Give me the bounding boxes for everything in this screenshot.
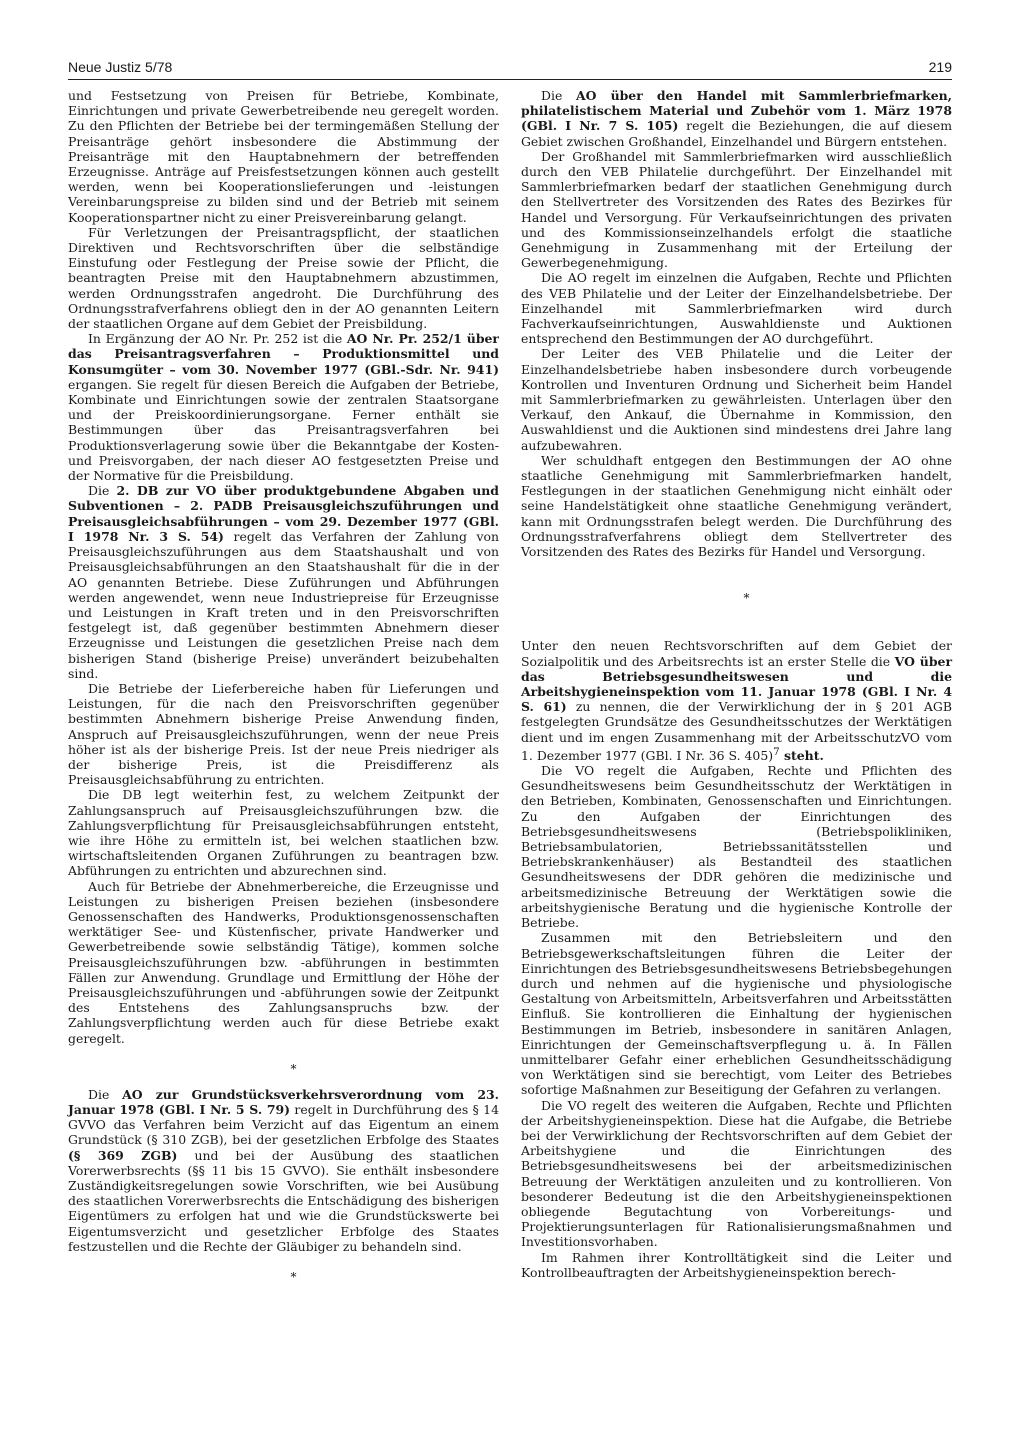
paragraph: Unter den neuen Rechtsvorschriften auf dem Gebiet der Sozialpolitik und des Arbeitsrechts ist an erster Stelle die VO über das Betriebsgesundheitswesen und die Arbeitshygieneinspektion vom 11. Januar 1978 (GBl. I Nr. 4 S. 61) zu nennen, die der Verwirklichung der in § 201 AGB festgelegten Grundsätze des Gesundheitsschutzes der Werktätigen dient und im engen Zusammenhang mit der ArbeitsschutzVO vom 1. Dezember 1977 (GBl. I Nr. 36 S. 405)$^7$ steht. [521,638,952,763]
statute-citation: VO über das Betriebsgesundheitswesen und die Arbeitshygieneinspektion vom 11. Januar 1978 (GBl. I Nr. 4 S. 61) [521,653,952,715]
footnote-marker: 7 [773,745,780,758]
paragraph: Im Rahmen ihrer Kontrolltätigkeit sind die Leiter und Kontrollbeauftragten der Arbeitshygieneinspektion berech- [521,1249,952,1280]
journal-title: Neue Justiz 5/78 [68,59,173,75]
running-header [68,57,952,80]
paragraph: Zusammen mit den Betriebsleitern und den Betriebsgewerkschaftsleitungen führen die Leiter der Einrichtungen des Betriebsgesundheitswesens Betriebsbegehungen durch und nehmen auf die hygienische und physiologische Gestaltung von Arbeitsmitteln, Arbeitsverfahren und Arbeitsstätten Einfluß. Sie kontrollieren die Einhaltung der hygienischen Bestimmungen im Betrieb, insbesondere in sanitären Anlagen, Einrichtungen der Gemeinschaftsverpflegung u. ä. In Fällen unmittelbarer Gefahr einer erheblichen Gesundheitsschädigung von Werktätigen sind sie berechtigt, vom Leiter des Betriebes sofortige Maßnahmen zur Beseitigung der Gefahren zu verlangen. [521,930,952,1098]
paragraph: und Festsetzung von Preisen für Betriebe, Kombinate, Einrichtungen und private Gewerbetreibende neu geregelt worden. Zu den Pflichten der Betriebe bei der termingemäßen Stellung der Preisanträge gehört insbesondere die Abstimmung der Preisanträge mit den Hauptabnehmern der betreffenden Erzeugnisse. Anträge auf Preisfestsetzungen können auch gestellt werden, wenn bei Kooperationslieferungen und -leistungen Vereinbarungspreise zu bilden sind und der Betrieb mit seinem Kooperationspartner nicht zu einer Preisvereinbarung gelangt. [68,88,499,225]
statute-citation: AO über den Handel mit Sammlerbriefmarken, philatelistischem Material und Zubehör vom 1. März 1978 (GBl. I Nr. 7 S. 105) [521,88,953,134]
statute-citation: AO Nr. Pr. 252/1 über das Preisantragsverfahren – Produktionsmittel und Konsumgüter – vom 30. November 1977 (GBl.-Sdr. Nr. 941) [68,331,499,377]
section-separator: * [290,1061,297,1076]
paragraph: Der Leiter des VEB Philatelie und die Leiter der Einzelhandelsbetriebe haben insbesondere durch vorbeugende Kontrollen und Inventuren Ordnung und Sicherheit beim Handel mit Sammlerbriefmarken zu gewährleisten. Unterlagen über den Verkauf, den Ankauf, die Übernahme in Kommission, den Auswahldienst und die Auktionen sind mindestens drei Jahre lang aufzubewahren. [521,346,952,453]
paragraph: Die AO regelt im einzelnen die Aufgaben, Rechte und Pflichten des VEB Philatelie und der Leiter der Einzelhandelsbetriebe. Der Einzelhandel mit Sammlerbriefmarken wird durch Fachverkaufseinrichtungen, Auswahldienste und Auktionen entsprechend den Bestimmungen der AO durchgeführt. [521,270,952,347]
statute-citation: 2. DB zur VO über produktgebundene Abgaben und Subventionen – 2. PADB Preisausgleichszuführungen und Preisausgleichsabführungen – vom 29. Dezember 1977 (GBl. I 1978 Nr. 3 S. 54) [68,483,499,544]
paragraph: In Ergänzung der AO Nr. Pr. 252 ist die AO Nr. Pr. 252/1 über das Preisantragsverfahren – Produktionsmittel und Konsumgüter – vom 30. November 1977 (GBl.-Sdr. Nr. 941) ergangen. Sie regelt für diesen Bereich die Aufgaben der Betriebe, Kombinate und Einrichtungen sowie der zentralen Staatsorgane und der Preiskoordinierungsorgane. Ferner enthält sie Bestimmungen über das Preisantragsverfahren bei Produktionsverlagerung sowie über die Bekanntgabe der Kosten- und Preisvorgaben, der nach dieser AO festgesetzten Preise und der Normative für die Preisbildung. [68,331,499,484]
paragraph: Für Verletzungen der Preisantragspflicht, der staatlichen Direktiven und Rechtsvorschriften über die selbständige Einstufung oder Festlegung der Preise sowie der Pflicht, die beantragten Preise mit den Hauptabnehmern abzustimmen, werden Ordnungsstrafen angedroht. Die Durchführung des Ordnungsstrafverfahrens obliegt den in der AO genannten Leitern der staatlichen Organe auf dem Gebiet der Preisbildung. [68,224,499,332]
paragraph: Die DB legt weiterhin fest, zu welchem Zeitpunkt der Zahlungsanspruch auf Preisausgleichszuführungen bzw. die Zahlungsverpflichtung für Preisausgleichsabführungen entsteht, wie ihre Höhe zu ermitteln ist, bei welchen staatlichen bzw. wirtschaftsleitenden Organen Zuführungen zu beantragen bzw. Abführungen zu entrichten und abzurechnen sind. [68,787,499,879]
paragraph: Die AO über den Handel mit Sammlerbriefmarken, philatelistischem Material und Zubehör vom 1. März 1978 (GBl. I Nr. 7 S. 105) regelt die Beziehungen, die auf diesem Gebiet zwischen Großhandel, Einzelhandel und Bürgern entstehen. [521,88,953,149]
paragraph: Die VO regelt die Aufgaben, Rechte und Pflichten des Gesundheitswesens beim Gesundheitsschutz der Werktätigen in den Betrieben, Kombinaten, Genossenschaften und Einrichtungen. Zu den Aufgaben der Einrichtungen des Betriebsgesundheitswesens (Betriebspolikliniken, Betriebsambulatorien, Betriebssanitätsstellen und Betriebskrankenhäuser) als Bestandteil des staatlichen Gesundheitswesens der DDR gehören die medizinische und arbeitsmedizinische Betreuung der Werktätigen sowie die arbeitshygienische Beratung und die hygienische Kontrolle der Betriebe. [521,763,952,931]
right-column [521,88,952,1280]
paragraph: Die VO regelt des weiteren die Aufgaben, Rechte und Pflichten der Arbeitshygieneinspektion. Diese hat die Aufgabe, die Betriebe bei der Verwirklichung der Rechtsvorschriften auf dem Gebiet der Arbeitshygiene und die Einrichtungen des Betriebsgesundheitswesens bei der arbeitsmedizinischen Betreuung der Werktätigen anzuleiten und zu kontrollieren. Von besonderer Bedeutung ist die den Arbeitshygieneinspektionen obliegende Begutachtung von Vorbereitungs- und Projektierungsunterlagen für Rationalisierungsmaßnahmen und Investitionsvorhaben. [521,1097,952,1250]
paragraph: Die AO zur Grundstücksverkehrsverordnung vom 23. Januar 1978 (GBl. I Nr. 5 S. 79) regelt in Durchführung des § 14 GVVO das Verfahren beim Verzicht auf das Eigentum an einem Grundstück (§ 310 ZGB), bei der gesetzlichen Erbfolge des Staates (§ 369 ZGB) und bei der Ausübung des staatlichen Vorerwerbsrechts (§§ 11 bis 15 GVVO). Sie enthält insbesondere Zuständigkeitsregelungen sowie Vorschriften, wie bei Ausübung des staatlichen Vorerwerbsrechts die Entschädigung des bisherigen Eigentümers zu erfolgen hat und wie die Grundstückswerte bei Eigentumsverzicht und gesetzlicher Erbfolge des Staates festzustellen und die Rechte der Gläubiger zu behandeln sind. [68,1086,499,1254]
paragraph: Die Betriebe der Lieferbereiche haben für Lieferungen und Leistungen, für die nach den Preisvorschriften gegenüber bestimmten Abnehmern bisherige Preise Anwendung finden, Anspruch auf Preisausgleichszuführungen, wenn der neue Preis höher ist als der bisherige Preis. Ist der neue Preis niedriger als der bisherige Preis, ist die Preisdifferenz als Preisausgleichsabführung zu entrichten. [68,680,499,788]
paragraph: Die 2. DB zur VO über produktgebundene Abgaben und Subventionen – 2. PADB Preisausgleichszuführungen und Preisausgleichsabführungen – vom 29. Dezember 1977 (GBl. I 1978 Nr. 3 S. 54) regelt das Verfahren der Zahlung von Preisausgleichszuführungen aus dem Staatshaushalt und von Preisausgleichsabführungen an den Staatshaushalt für die in der AO genannten Betriebe. Diese Zuführungen und Abführungen werden angewendet, wenn neue Industriepreise für Erzeugnisse und Leistungen in Kraft treten und in den Preisvorschriften festgelegt ist, daß gegenüber bestimmten Abnehmern dieser Erzeugnisse und Leistungen die gesetzlichen Preise nach dem bisherigen Stand (bisherige Preise) unverändert beizubehalten sind. [68,483,499,681]
paragraph: Auch für Betriebe der Abnehmerbereiche, die Erzeugnisse und Leistungen zu bisherigen Preisen beziehen (insbesondere Genossenschaften des Handwerks, Produktionsgenossenschaften werktätiger See- und Küstenfischer, private Handwerker und Gewerbetreibende sowie selbständig Tätige), kommen solche Preisausgleichszuführungen bzw. -abführungen in bestimmten Fällen zur Anwendung. Grundlage und Ermittlung der Höhe der Preisausgleichszuführungen und -abführungen sowie der Zeitpunkt des Entstehens des Zahlungsanspruchs bzw. der Zahlungsverpflichtung werden auch für diese Betriebe exakt geregelt. [68,878,499,1046]
section-separator: * [290,1270,297,1285]
paragraph: Wer schuldhaft entgegen den Bestimmungen der AO ohne staatliche Genehmigung mit Sammlerbriefmarken handelt, Festlegungen in der staatlichen Genehmigung nicht einhält oder seine Handelstätigkeit ohne staatliche Genehmigung verändert, kann mit Ordnungsstrafen belegt werden. Die Durchführung des Ordnungsstrafverfahrens obliegt dem Stellvertreter des Vorsitzenden des Rates des Bezirks für Handel und Versorgung. [521,452,952,560]
section-separator: * [743,591,750,606]
left-column [68,88,499,1285]
page-number: 219 [928,59,952,75]
statute-citation: AO zur Grundstücksverkehrsverordnung vom 23. Januar 1978 (GBl. I Nr. 5 S. 79) [68,1086,499,1117]
paragraph: Der Großhandel mit Sammlerbriefmarken wird ausschließlich durch den VEB Philatelie durchgeführt. Der Einzelhandel mit Sammlerbriefmarken bedarf der staatlichen Genehmigung durch den Stellvertreter des Vorsitzenden des Rates des Bezirkes für Handel und Versorgung. Für Verkaufseinrichtungen des privaten und des Kommissionseinzelhandels erfolgt die staatliche Genehmigung in Zusammenhang mit der Erteilung der Gewerbegenehmigung. [521,148,952,271]
